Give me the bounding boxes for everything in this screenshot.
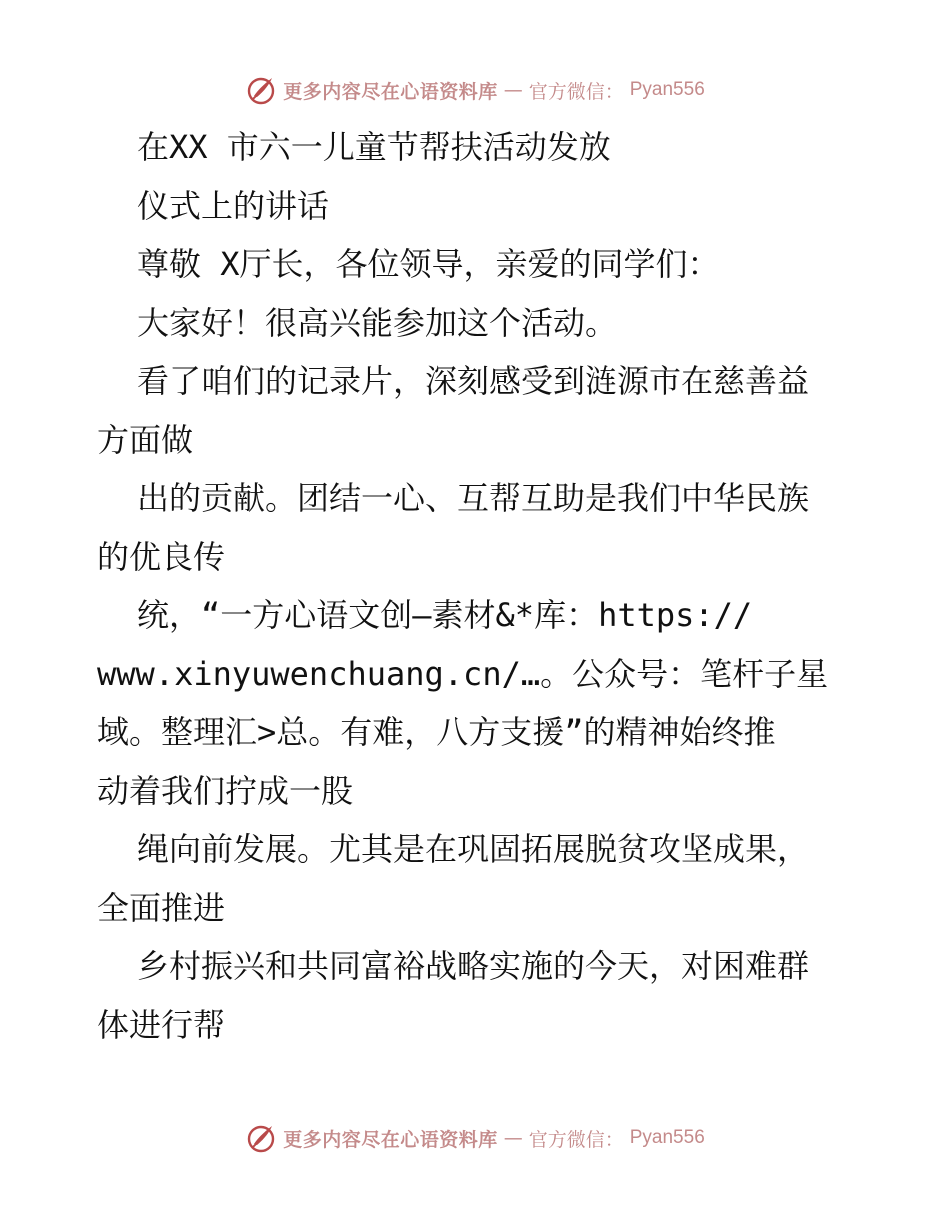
- paragraph-line: 域。整理汇>总。有难，八方支援”的精神始终推: [97, 713, 776, 751]
- paragraph-line: 出的贡献。团结一心、互帮互助是我们中华民族: [137, 479, 810, 517]
- paragraph-line: 绳向前发展。尤其是在巩固拓展脱贫攻坚成果，: [137, 830, 810, 868]
- header-banner-text: 更多内容尽在心语资料库: [283, 80, 498, 103]
- paragraph-line: 动着我们拧成一股: [97, 771, 354, 810]
- paragraph-line: www.xinyuwenchuang.cn/…。公众号：笔杆子星: [97, 654, 829, 693]
- paragraph-line: 乡村振兴和共同富裕战略实施的今天，对困难群: [137, 947, 810, 985]
- footer-banner: [0, 1118, 950, 1158]
- footer-wechat-id: Pyan556: [629, 1127, 705, 1148]
- footer-banner-text: 更多内容尽在心语资料库: [283, 1128, 498, 1151]
- header-banner-separator: —: [503, 79, 523, 101]
- paragraph-line: 的优良传: [97, 537, 226, 576]
- paragraph-line: 看了咱们的记录片，深刻感受到涟源市在慈善益: [137, 362, 810, 400]
- paragraph-line: 方面做: [97, 420, 194, 459]
- document-body: [97, 118, 867, 1054]
- header-banner: [0, 70, 950, 110]
- header-wechat-id: Pyan556: [629, 79, 705, 100]
- footer-wechat-label: 官方微信：: [528, 1128, 624, 1151]
- quill-seal-icon: [245, 1122, 277, 1154]
- paragraph-line: 统，“一方心语文创—素材&*库：https://: [137, 596, 753, 634]
- paragraph-line: 全面推进: [97, 888, 226, 927]
- header-wechat-label: 官方微信：: [528, 80, 624, 103]
- footer-banner-separator: —: [503, 1127, 523, 1149]
- title-line-1: 在XX 市六一儿童节帮扶活动发放: [137, 128, 611, 166]
- salutation-line: 尊敬 X厅长，各位领导，亲爱的同学们：: [137, 245, 720, 283]
- title-line-2: 仪式上的讲话: [137, 186, 330, 225]
- quill-seal-icon: [245, 74, 277, 106]
- footer-banner-content: [245, 1122, 705, 1154]
- header-banner-content: [245, 74, 705, 106]
- paragraph-line: 大家好！很高兴能参加这个活动。: [137, 303, 618, 342]
- paragraph-line: 体进行帮: [97, 1005, 226, 1044]
